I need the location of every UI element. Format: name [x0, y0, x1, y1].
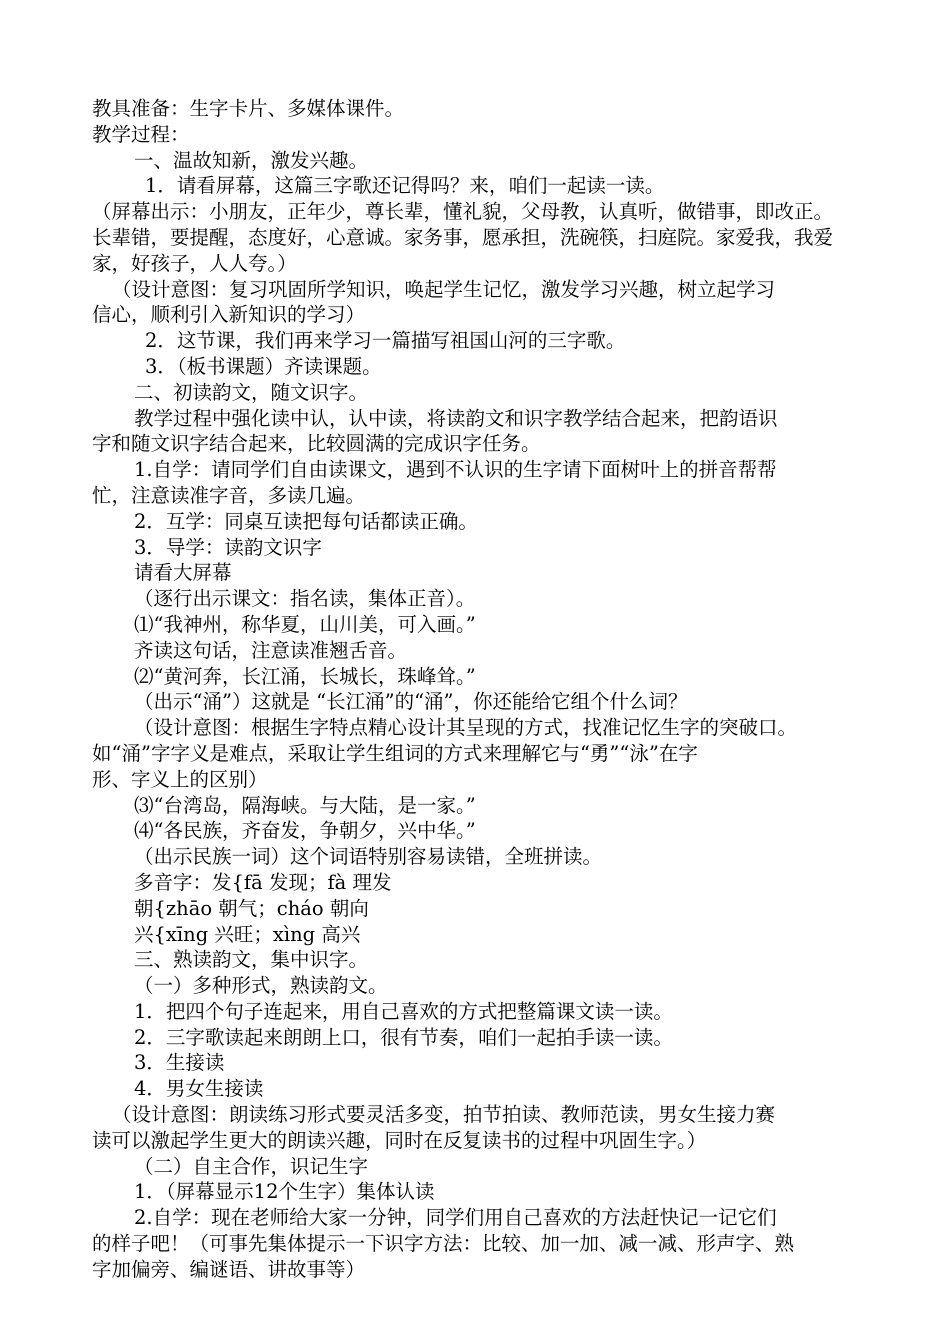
text-line: （一）多种形式，熟读韵文。	[134, 974, 388, 998]
text-line: （屏幕出示：小朋友，正年少，尊长辈，懂礼貌，父母教，认真听，做错事，即改正。	[92, 200, 834, 224]
text-line: 齐读这句话，注意读准翘舌音。	[134, 638, 408, 662]
text-line: 字和随文识字结合起来，比较圆满的完成识字任务。	[92, 432, 541, 456]
text-line: 信心，顺利引入新知识的学习）	[92, 303, 366, 327]
text-line: 字加偏旁、编谜语、讲故事等）	[92, 1257, 366, 1281]
text-line: 2．三字歌读起来朗朗上口，很有节奏，咱们一起拍手读一读。	[134, 1025, 673, 1049]
text-line: 兴{xīng 兴旺；xìng 高兴	[134, 922, 361, 946]
text-line: 3．导学：读韵文识字	[134, 535, 322, 559]
text-line: ⑶“台湾岛，隔海峡。与大陆，是一家。”	[134, 793, 476, 817]
text-line: ⑵“黄河奔，长江涌，长城长，珠峰耸。”	[134, 664, 476, 688]
text-line: 家，好孩子，人人夸。）	[92, 251, 297, 275]
text-line: 2.自学：现在老师给大家一分钟，同学们用自己喜欢的方法赶快记一记它们	[134, 1206, 777, 1230]
document-body	[92, 96, 868, 1283]
text-line: 1．（屏幕显示12个生字）集体认读	[134, 1180, 435, 1204]
text-line: 的样子吧！（可事先集体提示一下识字方法：比较、加一加、减一减、形声字、熟	[92, 1232, 795, 1256]
text-line: 读可以激起学生更大的朗读兴趣，同时在反复读书的过程中巩固生字。）	[92, 1128, 707, 1152]
text-line: 教学过程中强化读中认，认中读，将读韵文和识字教学结合起来，把韵语识	[134, 406, 778, 430]
text-line: 忙，注意读准字音，多读几遍。	[92, 483, 366, 507]
text-line: ⑴“我神州，称华夏，山川美，可入画。”	[134, 612, 476, 636]
text-line: 3．（板书课题）齐读课题。	[145, 354, 382, 378]
text-line: （出示“涌”）这就是 “长江涌”的“涌”，你还能给它组个什么词？	[134, 690, 688, 714]
text-line: 朝{zhāo 朝气；cháo 朝向	[134, 896, 369, 920]
text-line: 1.自学：请同学们自由读课文，遇到不认识的生字请下面树叶上的拼音帮帮	[134, 458, 777, 482]
text-line: （二）自主合作，识记生字	[134, 1154, 369, 1178]
text-line: （设计意图：朗读练习形式要灵活多变，拍节拍读、教师范读，男女生接力赛	[112, 1103, 776, 1127]
text-line: 教学过程：	[92, 122, 190, 146]
text-line: 4．男女生接读	[134, 1077, 264, 1101]
text-line: 2．这节课，我们再来学习一篇描写祖国山河的三字歌。	[145, 329, 626, 353]
text-line: 请看大屏幕	[134, 561, 232, 585]
text-line: 一、温故知新，激发兴趣。	[134, 148, 369, 172]
text-line: 1．请看屏幕，这篇三字歌还记得吗？来，咱们一起读一读。	[145, 174, 665, 198]
text-line: 二、初读韵文，随文识字。	[134, 380, 369, 404]
text-line: （逐行出示课文：指名读，集体正音）。	[134, 587, 476, 611]
text-line: 多音字：发{fā 发现；fà 理发	[134, 870, 392, 894]
text-line: （设计意图：复习巩固所学知识，唤起学生记忆，激发学习兴趣，树立起学习	[112, 277, 776, 301]
text-line: ⑷“各民族，齐奋发，争朝夕，兴中华。”	[134, 819, 476, 843]
text-line: 如“涌”字字义是难点，采取让学生组词的方式来理解它与“勇”“泳”在字	[92, 741, 698, 765]
text-line: 长辈错，要提醒，态度好，心意诚。家务事，愿承担，洗碗筷，扫庭院。家爱我，我爱	[92, 225, 834, 249]
text-line: 2．互学：同桌互读把每句话都读正确。	[134, 509, 478, 533]
text-line: （出示民族一词）这个词语特别容易读错，全班拼读。	[134, 845, 603, 869]
text-line: 1．把四个句子连起来，用自己喜欢的方式把整篇课文读一读。	[134, 999, 673, 1023]
text-line: （设计意图：根据生字特点精心设计其呈现的方式，找准记忆生字的突破口。	[134, 716, 798, 740]
text-line: 3．生接读	[134, 1051, 225, 1075]
text-line: 形、字义上的区别）	[92, 767, 268, 791]
text-line: 教具准备：生字卡片、多媒体课件。	[92, 97, 405, 120]
text-line: 三、熟读韵文，集中识字。	[134, 948, 369, 972]
